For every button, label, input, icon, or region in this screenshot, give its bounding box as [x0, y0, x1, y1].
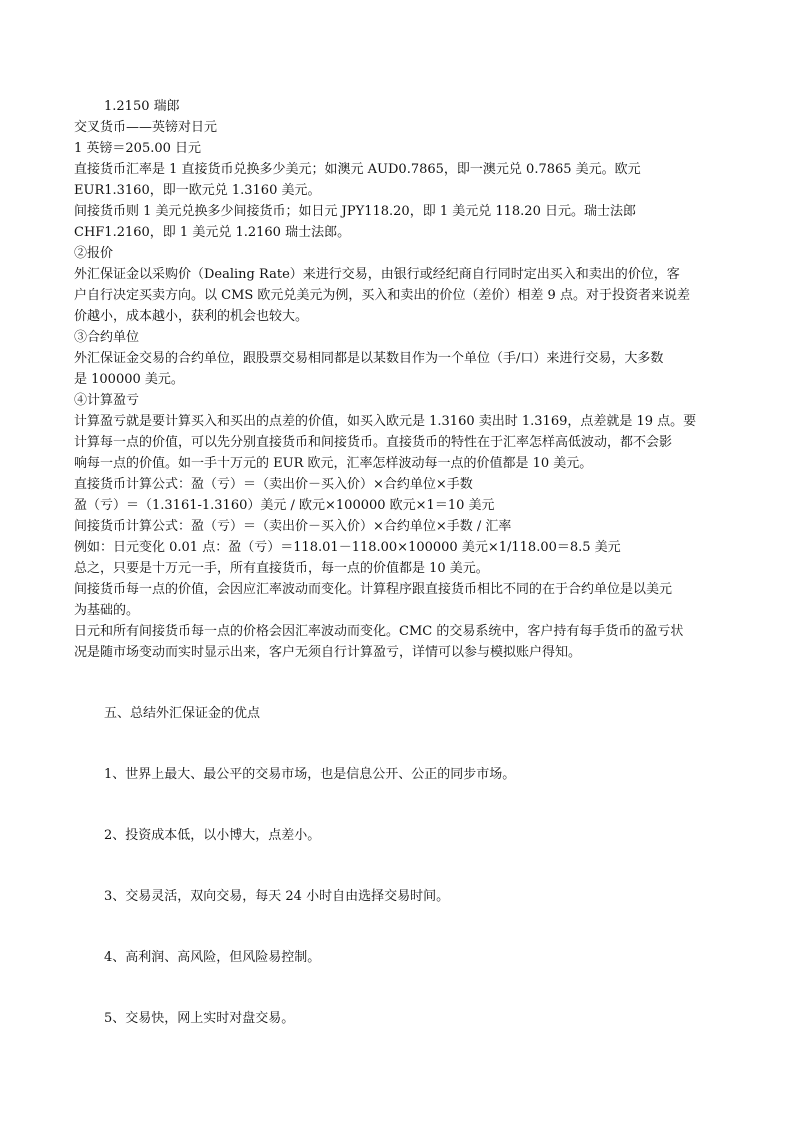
text-line: 外汇保证金交易的合约单位，跟股票交易相同都是以某数目作为一个单位（手/口）来进行交易，大多数 — [74, 351, 664, 366]
text-line: 户自行决定买卖方向。以 CMS 欧元兑美元为例，买入和卖出的价位（差价）相差 9 点。对于投资者来说差 — [74, 288, 690, 303]
formula-line: 盈（亏）＝（1.3161-1.3160）美元 / 欧元×100000 欧元×1＝10 美元 — [74, 498, 495, 513]
text-line: 计算盈亏就是要计算买入和买出的点差的价值，如买入欧元是 1.3160 卖出时 1.3169，点差就是 19 点。要 — [74, 414, 697, 429]
advantage-item: 5、交易快，网上实时对盘交易。 — [104, 1011, 295, 1026]
advantage-item: 1、世界上最大、最公平的交易市场，也是信息公开、公正的同步市场。 — [104, 767, 516, 782]
formula-line: 直接货币计算公式：盈（亏）＝（卖出价－买入价）×合约单位×手数 — [74, 477, 473, 492]
text-line: 间接货币则 1 美元兑换多少间接货币；如日元 JPY118.20，即 1 美元兑 118.20 日元。瑞士法郎 — [74, 204, 636, 219]
text-line: 外汇保证金以采购价（Dealing Rate）来进行交易，由银行或经纪商自行同时定出买入和卖出的价位，客 — [74, 267, 680, 282]
text-line: 响每一点的价值。如一手十万元的 EUR 欧元，汇率怎样波动每一点的价值都是 10 美元。 — [74, 456, 593, 471]
text-line: 1 英镑＝205.00 日元 — [74, 141, 202, 156]
text-line: 是 100000 美元。 — [74, 372, 184, 387]
text-line: 计算每一点的价值，可以先分别直接货币和间接货币。直接货币的特性在于汇率怎样高低波动，都不会影 — [74, 435, 673, 450]
subheading-quote: ②报价 — [74, 246, 114, 261]
advantage-item: 3、交易灵活，双向交易，每天 24 小时自由选择交易时间。 — [104, 889, 450, 904]
text-line: 价越小，成本越小，获利的机会也较大。 — [74, 309, 309, 324]
text-line: 总之，只要是十万元一手，所有直接货币，每一点的价值都是 10 美元。 — [74, 561, 489, 576]
text-line: 为基础的。 — [74, 603, 140, 618]
advantage-item: 2、投资成本低，以小博大，点差小。 — [104, 828, 321, 843]
text-line: EUR1.3160，即一欧元兑 1.3160 美元。 — [74, 183, 321, 198]
subheading-profit-loss: ④计算盈亏 — [74, 393, 140, 408]
subheading-contract-unit: ③合约单位 — [74, 330, 140, 345]
text-line: 交叉货币——英镑对日元 — [74, 120, 218, 135]
text-line: 间接货币每一点的价值，会因应汇率波动而变化。计算程序跟直接货币相比不同的在于合约单位是以美元 — [74, 582, 673, 597]
text-line: 况是随市场变动而实时显示出来，客户无须自行计算盈亏，详情可以参与模拟账户得知。 — [74, 645, 582, 660]
text-line: 直接货币汇率是 1 直接货币兑换多少美元；如澳元 AUD0.7865，即一澳元兑 0.7865 美元。欧元 — [74, 162, 641, 177]
formula-line: 间接货币计算公式：盈（亏）＝（卖出价－买入价）×合约单位×手数 / 汇率 — [74, 519, 512, 534]
text-line: 1.2150 瑞郎 — [104, 99, 180, 114]
section-title: 五、总结外汇保证金的优点 — [104, 706, 261, 721]
text-line: 日元和所有间接货币每一点的价格会因汇率波动而变化。CMC 的交易系统中，客户持有每手货币的盈亏状 — [74, 624, 684, 639]
formula-line: 例如：日元变化 0.01 点：盈（亏）＝118.01－118.00×100000 美元×1/118.00＝8.5 美元 — [74, 540, 621, 555]
advantage-item: 4、高利润、高风险，但风险易控制。 — [104, 950, 321, 965]
text-line: CHF1.2160，即 1 美元兑 1.2160 瑞士法郎。 — [74, 225, 351, 240]
